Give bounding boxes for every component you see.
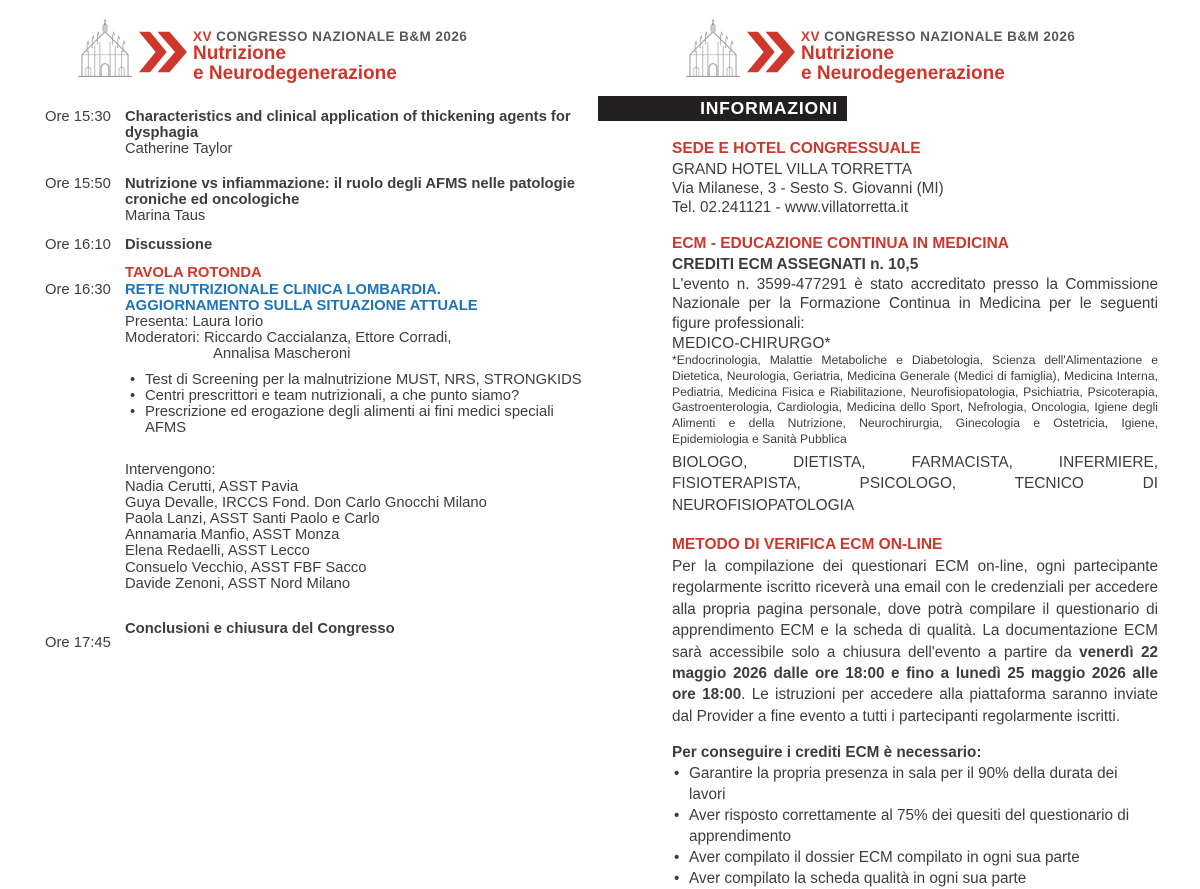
round-table-moderators-line1: Moderatori: Riccardo Caccialanza, Ettore Corradi, <box>125 330 452 347</box>
event-title-line1: Nutrizione <box>193 43 286 64</box>
session-title: Nutrizione vs infiammazione: il ruolo degli AFMS nelle patologie croniche ed oncologiche <box>125 175 575 208</box>
informazioni-content <box>672 139 1158 889</box>
round-table-row <box>45 265 597 592</box>
venue-address: Via Milanese, 3 - Sesto S. Giovanni (MI) <box>672 180 944 197</box>
speaker-name: Annamaria Manfio, ASST Monza <box>125 527 340 544</box>
credit-requirement: • Aver risposto correttamente al 75% dei quesiti del questionario di apprendimento <box>672 805 1158 847</box>
credit-requirements-heading: Per conseguire i crediti ECM è necessario: <box>672 744 982 762</box>
round-table-content <box>125 265 597 592</box>
ecm-heading: ECM - EDUCAZIONE CONTINUA IN MEDICINA <box>672 235 1009 252</box>
speaker-name: Nadia Cerutti, ASST Pavia <box>125 478 299 495</box>
ecm-verification-section <box>672 535 1158 727</box>
round-table-topic: • Prescrizione ed erogazione degli alimenti ai fini medici speciali AFMS <box>128 404 597 436</box>
speaker-name: Paola Lanzi, ASST Santi Paolo e Carlo <box>125 511 380 528</box>
congress-number: XV <box>801 29 820 44</box>
credit-requirement: • Garantire la propria presenza in sala per il 90% della durata dei lavori <box>672 763 1158 805</box>
round-table-time: Ore 16:30 <box>45 281 111 298</box>
congress-name: CONGRESSO NAZIONALE B&M 2026 <box>211 29 468 44</box>
session-row <box>45 237 597 253</box>
credit-requirement: • Aver compilato la scheda qualità in ogni sua parte <box>672 868 1158 889</box>
round-table-topic: • Test di Screening per la malnutrizione MUST, NRS, STRONGKIDS <box>128 372 597 388</box>
session-time: Ore 15:30 <box>45 109 111 125</box>
session-title: Characteristics and clinical application of thickening agents for dysphagia <box>125 109 571 142</box>
credit-requirement: • Aver compilato il dossier ECM compilato in ogni sua parte <box>672 847 1158 868</box>
venue-heading: SEDE E HOTEL CONGRESSUALE <box>672 140 921 157</box>
round-table-presenter: Presenta: Laura Iorio <box>125 314 264 331</box>
congress-number: XV <box>193 29 212 44</box>
ecm-section <box>672 234 1158 516</box>
verification-text-2: . Le istruzioni per accedere alla piattaforma saranno inviate dal Provider a fine evento a tutti i partecipanti regolarmente iscritti. <box>672 686 1158 725</box>
session-title: Discussione <box>125 237 213 254</box>
program-schedule <box>45 109 597 651</box>
event-title-line1: Nutrizione <box>801 43 894 64</box>
ecm-intro-paragraph: L'evento n. 3599-477291 è stato accreditato presso la Commissione Nazionale per la Formazione Continua in Medicina per le seguenti figure professionali: <box>672 275 1158 332</box>
ecm-verification-heading: METODO DI VERIFICA ECM ON-LINE <box>672 536 943 553</box>
double-chevron-right-icon <box>139 31 187 73</box>
round-table-moderators-line2: Annalisa Mascheroni <box>213 346 351 363</box>
speakers-list <box>125 479 597 592</box>
closing-time: Ore 17:45 <box>45 635 111 652</box>
speaker-name: Guya Devalle, IRCCS Fond. Don Carlo Gnocchi Milano <box>125 494 487 511</box>
session-content <box>125 176 597 225</box>
venue-hotel-name: GRAND HOTEL VILLA TORRETTA <box>672 161 912 178</box>
session-time: Ore 15:50 <box>45 175 111 192</box>
verification-text-1: Per la compilazione dei questionari ECM on-line, ogni partecipante regolarmente iscritto riceverà una email con le credenziali per accedere alla propria pagina personale, dove potrà compilare il questionario di apprendimento ECM e la scheda di qualità. La documentazione ECM sarà accessibile solo a chiusura dell'evento a partire da <box>672 558 1158 661</box>
ecm-credits: CREDITI ECM ASSEGNATI n. 10,5 <box>672 256 919 273</box>
ecm-other-professions: BIOLOGO, DIETISTA, FARMACISTA, INFERMIERE, FISIOTERAPISTA, PSICOLOGO, TECNICO DI NEUROFISIOPATOLOGIA <box>672 453 1158 514</box>
informazioni-banner <box>598 96 847 121</box>
duomo-milano-logo-icon <box>73 14 137 80</box>
double-chevron-right-icon <box>747 31 795 73</box>
session-speaker: Catherine Taylor <box>125 141 233 158</box>
venue-section <box>672 139 1158 217</box>
congress-name: CONGRESSO NAZIONALE B&M 2026 <box>819 29 1076 44</box>
speakers-label: Intervengono: <box>125 462 216 479</box>
session-content <box>125 109 597 158</box>
speaker-name: Elena Redaelli, ASST Lecco <box>125 543 310 560</box>
speakers-block <box>125 462 597 592</box>
round-table-topic-list <box>128 372 597 437</box>
closing-row <box>45 621 597 651</box>
session-row <box>45 109 597 158</box>
header-left <box>73 14 467 84</box>
congress-title <box>193 29 467 44</box>
congress-title <box>801 29 1075 44</box>
verification-dates: venerdì 22 maggio 2026 dalle ore 18:00 e fino a lunedì 25 maggio 2026 alle ore 18:00 <box>672 643 1158 704</box>
informazioni-banner-title: INFORMAZIONI <box>700 98 838 118</box>
round-table-title-line1: RETE NUTRIZIONALE CLINICA LOMBARDIA. <box>125 281 441 298</box>
session-speaker: Marina Taus <box>125 208 206 225</box>
round-table-topic: • Centri prescrittori e team nutrizionali, a che punto siamo? <box>128 388 597 404</box>
event-title-line2: e Neurodegenerazione <box>193 63 397 84</box>
header-right <box>681 14 1075 84</box>
speaker-name: Consuelo Vecchio, ASST FBF Sacco <box>125 559 367 576</box>
ecm-profession: MEDICO-CHIRURGO* <box>672 335 831 353</box>
header-left-text <box>193 29 467 84</box>
closing-title: Conclusioni e chiusura del Congresso <box>125 621 395 638</box>
session-content <box>125 237 597 253</box>
venue-phone-website: Tel. 02.241121 - www.villatorretta.it <box>672 199 909 216</box>
credit-requirements-list <box>672 763 1158 889</box>
ecm-specialties-footnote: *Endocrinologia, Malattie Metaboliche e Diabetologia, Scienza dell'Alimentazione e Dietetica, Neurologia, Geriatria, Medicina Generale (Medici di famiglia), Medicina Interna, Pediatria, Medicina Fisica e Riabilitazione, Neurofisiopatologia, Psichiatria, Psicoterapia, Gastroenterologia, Cardiologia, Medicina dello Sport, Nefrologia, Oncologia, Igiene degli Alimenti e della Nutrizione, Neurochirurgia, Ginecologia e Ostetricia, Igiene, Epidemiologia e Sanità Pubblica <box>672 353 1158 446</box>
round-table-title-line2: AGGIORNAMENTO SULLA SITUAZIONE ATTUALE <box>125 297 478 314</box>
header-right-text <box>801 29 1075 84</box>
round-table-kicker: TAVOLA ROTONDA <box>125 265 262 282</box>
session-time: Ore 16:10 <box>45 237 111 254</box>
speaker-name: Davide Zenoni, ASST Nord Milano <box>125 575 351 592</box>
event-title-line2: e Neurodegenerazione <box>801 63 1005 84</box>
credit-requirements-section <box>672 742 1158 889</box>
duomo-milano-logo-icon <box>681 14 745 80</box>
session-row <box>45 176 597 225</box>
ecm-verification-paragraph <box>672 556 1158 727</box>
